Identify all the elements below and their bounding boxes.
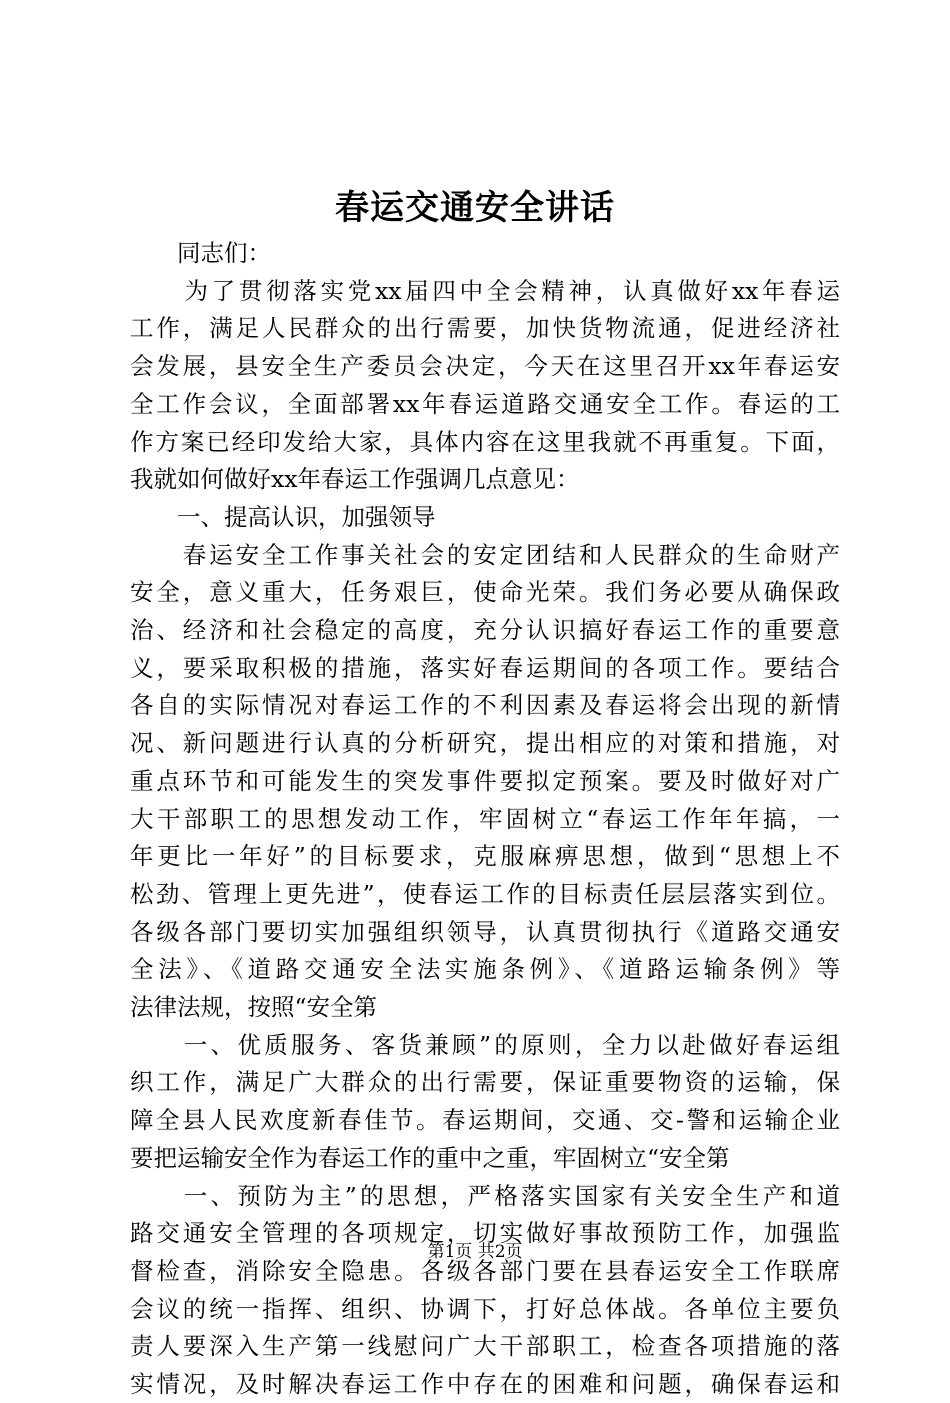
body-text-line: 织工作，满足广大群众的出行需要，保证重要物资的运输，保 (130, 1068, 840, 1097)
body-text-line: 路交通安全管理的各项规定，切实做好事故预防工作，加强监 (130, 1219, 840, 1248)
body-text-line: 年更比一年好”的目标要求，克服麻痹思想，做到“思想上不 (130, 842, 840, 871)
body-text-line: 松劲、管理上更先进”，使春运工作的目标责任层层落实到位。 (130, 879, 840, 908)
body-text-line: 我就如何做好xx年春运工作强调几点意见： (130, 465, 580, 494)
document-title: 春运交通安全讲话 (335, 188, 615, 228)
body-text-line: 工作，满足人民群众的出行需要，加快货物流通，促进经济社 (130, 314, 840, 343)
body-text-line: 义，要采取积极的措施，落实好春运期间的各项工作。要结合 (130, 653, 840, 682)
page-footer: 第1页 共2页 (427, 1242, 523, 1262)
body-text-line: 春运安全工作事关社会的安定团结和人民群众的生命财产 (130, 540, 840, 569)
body-text-line: 治、经济和社会稳定的高度，充分认识搞好春运工作的重要意 (130, 616, 840, 644)
body-text-line: 督检查，消除安全隐患。各级各部门要在县春运安全工作联席 (130, 1256, 840, 1285)
body-text-line: 重点环节和可能发生的突发事件要拟定预案。要及时做好对广 (130, 766, 840, 795)
body-text-line: 一、优质服务、客货兼顾”的原则，全力以赴做好春运组 (130, 1030, 840, 1059)
body-text-line: 一、预防为主”的思想，严格落实国家有关安全生产和道 (130, 1181, 840, 1210)
body-text-line: 责人要深入生产第一线慰问广大干部职工，检查各项措施的落 (130, 1332, 840, 1361)
body-text-line: 全法》、《道路交通安全法实施条例》、《道路运输条例》等 (130, 955, 840, 984)
body-text-line: 法律法规，按照“安全第 (130, 993, 378, 1021)
body-text-line: 大干部职工的思想发动工作，牢固树立“春运工作年年搞，一 (130, 804, 840, 833)
body-text-line: 要把运输安全作为春运工作的重中之重，牢固树立“安全第 (130, 1143, 730, 1172)
body-text-line: 同志们： (130, 239, 271, 267)
body-text-line: 安全，意义重大，任务艰巨，使命光荣。我们务必要从确保政 (130, 578, 840, 607)
body-text-line: 会议的统一指挥、组织、协调下，打好总体战。各单位主要负 (130, 1294, 840, 1323)
body-text-line: 全工作会议，全面部署xx年春运道路交通安全工作。春运的工 (130, 389, 840, 418)
body-text-line: 会发展，县安全生产委员会决定，今天在这里召开xx年春运安 (130, 352, 840, 381)
body-text-line: 为了贯彻落实党xx届四中全会精神，认真做好xx年春运 (130, 276, 840, 305)
body-text-line: 各级各部门要切实加强组织领导，认真贯彻执行《道路交通安 (130, 917, 840, 946)
body-text-line: 一、提高认识，加强领导 (130, 502, 436, 531)
body-text-line: 障全县人民欢度新春佳节。春运期间，交通、交-警和运输企业 (130, 1106, 840, 1135)
body-text-line: 作方案已经印发给大家，具体内容在这里我就不再重复。下面， (130, 427, 840, 456)
body-text-line: 况、新问题进行认真的分析研究，提出相应的对策和措施，对 (130, 729, 840, 758)
body-text-line: 实情况，及时解决春运工作中存在的困难和问题，确保春运和 (130, 1370, 840, 1398)
body-text-line: 各自的实际情况对春运工作的不利因素及春运将会出现的新情 (130, 691, 840, 720)
